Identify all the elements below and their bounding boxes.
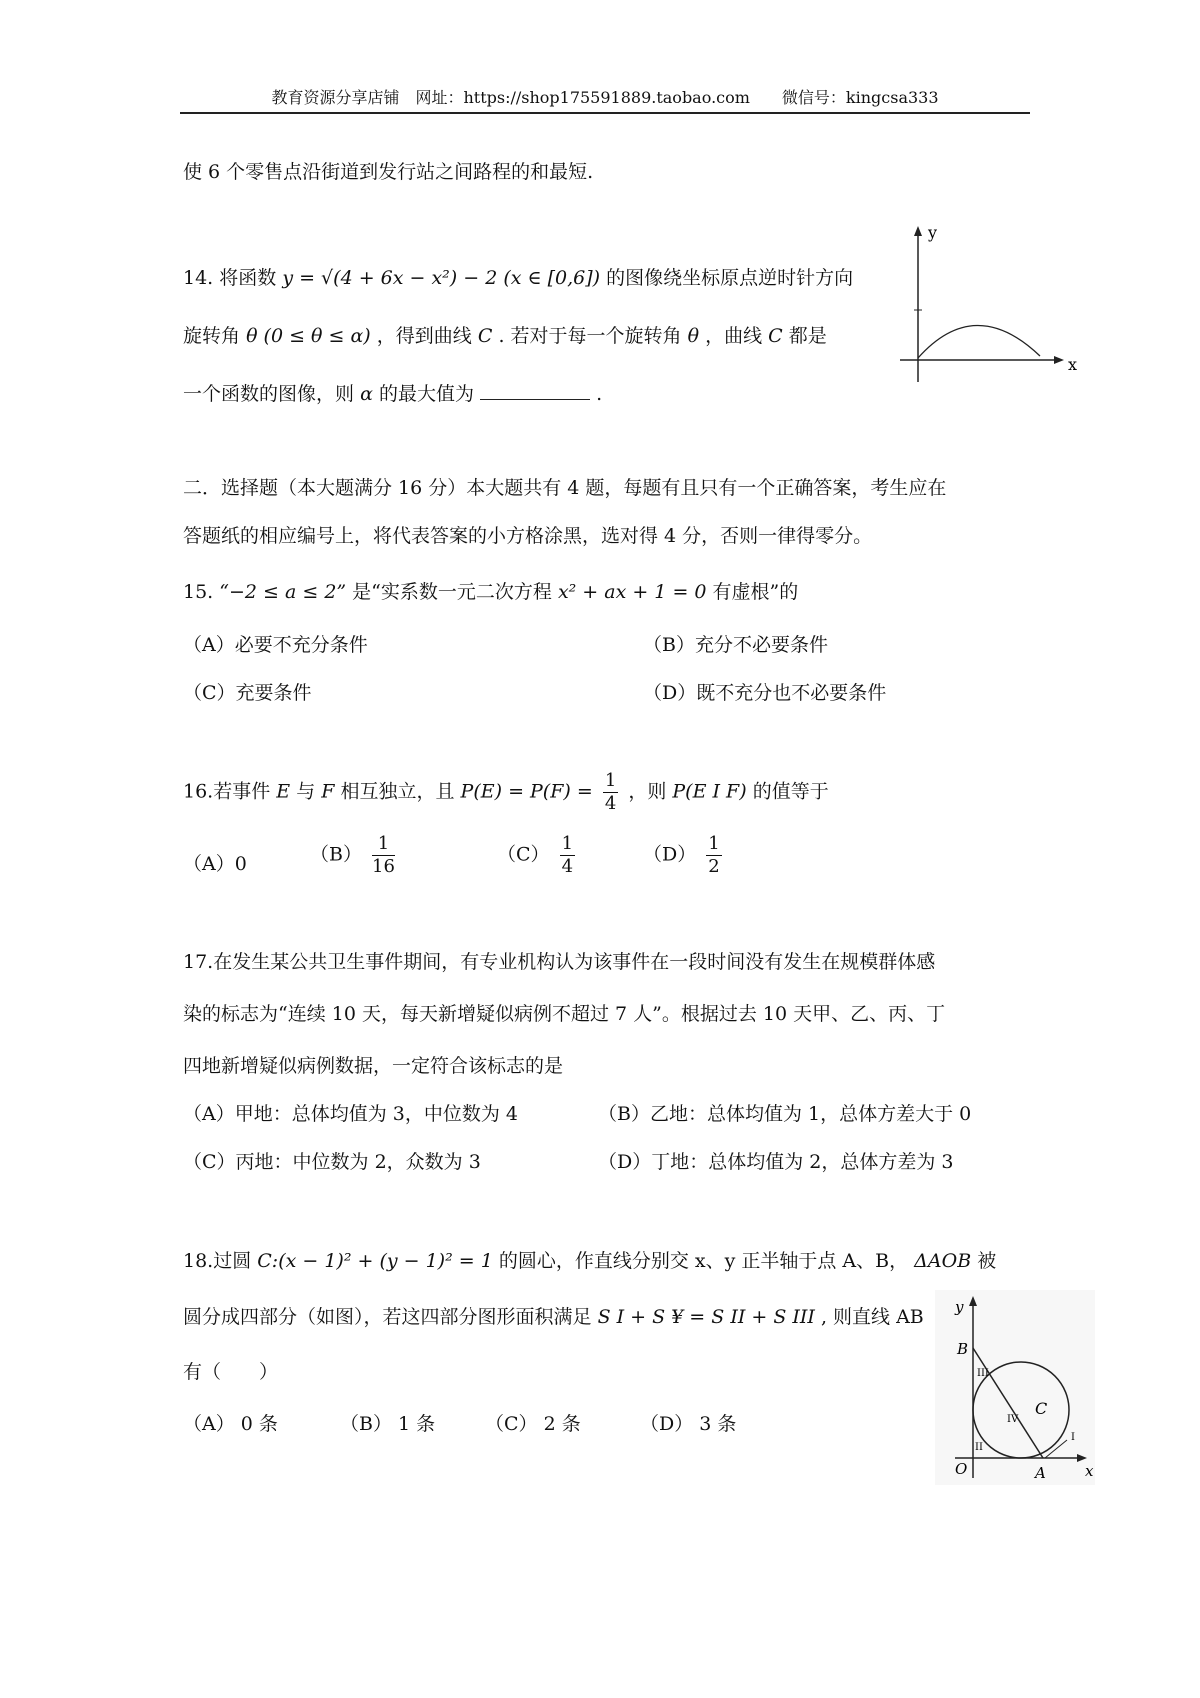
q14-formula: y = √(4 + 6x − x²) − 2 (x ∈ [0,6]) [282, 267, 601, 289]
q16-stem [183, 770, 829, 815]
option-fraction [560, 833, 575, 878]
q15-text: 15. [183, 581, 214, 603]
q16-target: P(E I F) [672, 780, 747, 803]
continuation-text: 使 6 个零售点沿街道到发行站之间路程的和最短. [183, 161, 594, 183]
q15-option-b[interactable]: （B）充分不必要条件 [643, 634, 828, 656]
answer-blank[interactable] [480, 381, 590, 400]
q15-option-c[interactable]: （C）充要条件 [183, 682, 312, 704]
q14-prefix: 14. 将函数 [183, 267, 277, 289]
q16-text: 的值等于 [752, 780, 829, 803]
function-curve [918, 325, 1040, 358]
q16-text: 与 [296, 780, 316, 803]
q14-text: 一个函数的图像，则 [183, 383, 355, 405]
region-4-label: IV [1007, 1414, 1019, 1425]
option-label: （C） [497, 843, 550, 866]
q14-text: . [596, 383, 603, 405]
q16-fraction [603, 770, 618, 815]
q18-option-b[interactable]: （B） 1 条 [340, 1413, 436, 1435]
q15-equation: x² + ax + 1 = 0 [557, 581, 707, 603]
point-b-label: B [957, 1340, 969, 1358]
q14-graph [890, 222, 1090, 392]
q14-curve-symbol: C [477, 325, 493, 347]
q15-text: 是“实系数一元二次方程 [352, 581, 552, 603]
y-label: y [928, 223, 938, 242]
fraction-numerator: 1 [708, 833, 720, 854]
fraction-denominator: 4 [604, 793, 617, 814]
fraction-denominator: 2 [708, 856, 720, 877]
q16-text: ，则 [628, 780, 667, 803]
q14-curve-symbol: C [768, 325, 783, 347]
q17-option-c[interactable]: （C）丙地：中位数为 2，众数为 3 [183, 1151, 481, 1173]
q14-line1 [183, 264, 853, 292]
point-a-label: A [1035, 1464, 1046, 1482]
q18-option-d[interactable]: （D） 3 条 [640, 1413, 737, 1435]
option-fraction [706, 833, 721, 878]
q14-alpha-symbol: α [360, 383, 373, 405]
q14-text: ，得到曲线 [376, 325, 472, 347]
q18-option-c[interactable]: （C） 2 条 [485, 1413, 581, 1435]
q18-line1 [183, 1247, 996, 1275]
region-2-label: II [975, 1442, 983, 1453]
q14-theta-symbol: θ [687, 325, 700, 347]
y-axis-arrow [914, 226, 922, 236]
q18-circle-equation: C:(x − 1)² + (y − 1)² = 1 [257, 1250, 493, 1272]
q18-figure [935, 1290, 1095, 1485]
q18-line2 [183, 1303, 924, 1331]
q18-text: 18.过圆 [183, 1250, 252, 1272]
q14-line1-end: 的图像绕坐标原点逆时针方向 [606, 267, 854, 289]
q18-text: 圆分成四部分（如图），若这四部分图形面积满足 [183, 1306, 592, 1328]
q17-line3: 四地新增疑似病例数据，一定符合该标志的是 [183, 1055, 564, 1077]
fraction-denominator: 16 [372, 856, 395, 877]
q16-option-d[interactable] [643, 833, 726, 878]
q16-option-b[interactable] [310, 833, 399, 878]
q18-triangle: ΔAOB [914, 1250, 972, 1272]
q14-text: 旋转角 [183, 325, 241, 347]
fraction-numerator: 1 [604, 770, 617, 791]
q16-event-f: F [321, 780, 335, 803]
q16-probability: P(E) = P(F) = [460, 780, 593, 803]
region-1-label: I [1071, 1432, 1075, 1443]
page-header: 教育资源分享店铺 网址：https://shop175591889.taobao.com 微信号：kingcsa333 [180, 84, 1030, 114]
q14-line3 [183, 380, 602, 408]
q16-text: 16.若事件 [183, 780, 271, 803]
option-label: （B） [310, 843, 362, 866]
q17-line2: 染的标志为“连续 10 天，每天新增疑似病例不超过 7 人”。根据过去 10 天甲、乙、丙、丁 [183, 1003, 946, 1025]
y-label: y [955, 1298, 964, 1316]
origin-label: O [955, 1460, 968, 1478]
q17-line1: 17.在发生某公共卫生事件期间，有专业机构认为该事件在一段时间没有发生在规模群体感 [183, 951, 936, 973]
q16-option-c[interactable] [497, 833, 579, 878]
center-c-label: C [1035, 1399, 1048, 1418]
q18-line3: 有（ ） [183, 1361, 279, 1383]
fraction-numerator: 1 [372, 833, 395, 856]
q15-stem [183, 578, 798, 606]
q14-text: . 若对于每一个旋转角 [498, 325, 682, 347]
fraction-numerator: 1 [561, 833, 574, 854]
q15-option-d[interactable]: （D）既不充分也不必要条件 [643, 682, 887, 704]
q14-text: 都是 [788, 325, 827, 347]
q16-event-e: E [276, 780, 291, 803]
option-fraction [372, 833, 395, 878]
q14-text: 的最大值为 [378, 383, 474, 405]
q16-option-a[interactable]: （A）0 [183, 853, 247, 875]
x-label: x [1085, 1462, 1094, 1480]
q18-area-equation: S I + S ¥ = S II + S III [597, 1306, 815, 1328]
x-label: x [1068, 355, 1078, 374]
x-axis-arrow [1054, 356, 1064, 364]
option-label: （D） [643, 843, 697, 866]
q16-text: 相互独立，且 [340, 780, 455, 803]
region-3-label: III [977, 1368, 989, 1379]
q15-option-a[interactable]: （A）必要不充分条件 [183, 634, 368, 656]
q18-text: 被 [977, 1250, 997, 1272]
q17-option-d[interactable]: （D）丁地：总体均值为 2，总体方差为 3 [598, 1151, 954, 1173]
section2-line1: 二．选择题（本大题满分 16 分）本大题共有 4 题，每题有且只有一个正确答案，考生应在 [183, 477, 947, 499]
fraction-denominator: 4 [561, 856, 574, 877]
figure-background [935, 1290, 1095, 1485]
q18-option-a[interactable]: （A） 0 条 [183, 1413, 278, 1435]
q17-option-a[interactable]: （A）甲地：总体均值为 3，中位数为 4 [183, 1103, 518, 1125]
section2-line2: 答题纸的相应编号上，将代表答案的小方格涂黑，选对得 4 分，否则一律得零分。 [183, 525, 873, 547]
q15-condition: “−2 ≤ a ≤ 2” [219, 581, 347, 603]
q14-theta-range: θ (0 ≤ θ ≤ α) [246, 325, 371, 347]
q15-text: 有虚根”的 [712, 581, 799, 603]
q18-text: , 则直线 AB [820, 1306, 924, 1328]
q17-option-b[interactable]: （B）乙地：总体均值为 1，总体方差大于 0 [598, 1103, 972, 1125]
q14-line2 [183, 322, 827, 350]
q14-text: ，曲线 [705, 325, 763, 347]
q18-text: 的圆心，作直线分别交 x、y 正半轴于点 A、B， [498, 1250, 909, 1272]
